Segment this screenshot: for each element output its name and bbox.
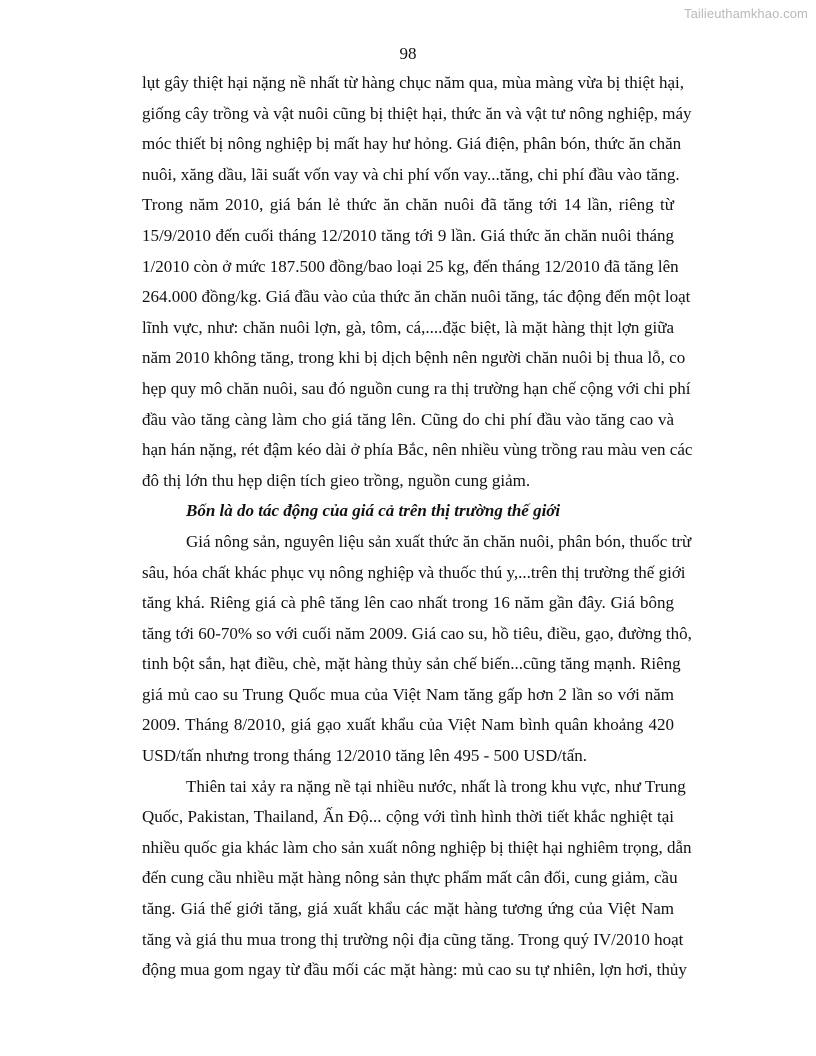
page-number: 98 [399, 44, 417, 63]
text-line: móc thiết bị nông nghiệp bị mất hay hư hỏng. Giá điện, phân bón, thức ăn chăn [142, 134, 682, 154]
text-line: Trong năm 2010, giá bán lẻ thức ăn chăn nuôi đã tăng tới 14 lần, riêng từ [142, 195, 674, 215]
text-line: USD/tấn nhưng trong tháng 12/2010 tăng lên 495 - 500 USD/tấn. [142, 746, 588, 766]
text-line: giống cây trồng và vật nuôi cũng bị thiệt hại, thức ăn và vật tư nông nghiệp, máy [142, 103, 692, 123]
text-line: năm 2010 không tăng, trong khi bị dịch bệnh nên người chăn nuôi bị thua lỗ, co [142, 348, 686, 368]
text-line: tăng tới 60-70% so với cuối năm 2009. Giá cao su, hồ tiêu, điều, gạo, đường thô, [142, 623, 692, 643]
section-heading: Bốn là do tác động của giá cả trên thị trường thế giới [186, 501, 561, 521]
text-line: Giá nông sản, nguyên liệu sản xuất thức ăn chăn nuôi, phân bón, thuốc trừ [186, 531, 692, 551]
text-line: tăng khá. Riêng giá cà phê tăng lên cao nhất trong 16 năm gần đây. Giá bông [142, 593, 674, 613]
text-line: tinh bột sắn, hạt điều, chè, mặt hàng thủy sản chế biến...cũng tăng mạnh. Riêng [142, 654, 681, 674]
paragraph-1 [142, 68, 693, 496]
text-line: 264.000 đồng/kg. Giá đầu vào của thức ăn chăn nuôi tăng, tác động đến một loạt [142, 287, 691, 307]
text-line: nhiều quốc gia khác làm cho sản xuất nông nghiệp bị thiệt hại nghiêm trọng, dẫn [142, 837, 692, 857]
text-line: 15/9/2010 đến cuối tháng 12/2010 tăng tới 9 lần. Giá thức ăn chăn nuôi tháng [142, 225, 674, 245]
text-line: nuôi, xăng dầu, lãi suất vốn vay và chi phí vốn vay...tăng, chi phí đầu vào tăng. [142, 164, 680, 184]
text-line: đầu vào tăng càng làm cho giá tăng lên. Cũng do chi phí đầu vào tăng cao và [142, 409, 674, 429]
paragraph-2 [142, 527, 692, 772]
text-line: hạn hán nặng, rét đậm kéo dài ở phía Bắc, nên nhiều vùng trồng rau màu ven các [142, 440, 693, 460]
document-body [142, 68, 693, 986]
text-line: đô thị lớn thu hẹp diện tích gieo trồng, nguồn cung giảm. [142, 470, 531, 490]
watermark: Tailieuthamkhao.com [683, 6, 808, 21]
text-line: lụt gây thiệt hại nặng nề nhất từ hàng chục năm qua, mùa màng vừa bị thiệt hại, [142, 73, 684, 92]
text-line: Quốc, Pakistan, Thailand, Ấn Độ... cộng với tình hình thời tiết khắc nghiệt tại [142, 807, 674, 827]
text-line: động mua gom ngay từ đầu mối các mặt hàng: mủ cao su tự nhiên, lợn hơi, thủy [142, 960, 687, 980]
text-line: tăng và giá thu mua trong thị trường nội địa cũng tăng. Trong quý IV/2010 hoạt [142, 929, 684, 949]
paragraph-3 [142, 772, 692, 986]
text-line: giá mủ cao su Trung Quốc mua của Việt Nam tăng gấp hơn 2 lần so với năm [142, 684, 674, 704]
text-line: hẹp quy mô chăn nuôi, sau đó nguồn cung ra thị trường hạn chế cộng với chi phí [142, 378, 691, 398]
text-line: 2009. Tháng 8/2010, giá gạo xuất khẩu của Việt Nam bình quân khoảng 420 [142, 715, 674, 735]
text-line: lĩnh vực, như: chăn nuôi lợn, gà, tôm, cá,....đặc biệt, là mặt hàng thịt lợn giữa [142, 317, 674, 337]
text-line: tăng. Giá thế giới tăng, giá xuất khẩu các mặt hàng tương ứng của Việt Nam [142, 899, 674, 919]
text-line: Thiên tai xảy ra nặng nề tại nhiều nước, nhất là trong khu vực, như Trung [186, 776, 686, 796]
text-line: sâu, hóa chất khác phục vụ nông nghiệp và thuốc thú y,...trên thị trường thế giới [142, 562, 686, 582]
text-line: 1/2010 còn ở mức 187.500 đồng/bao loại 25 kg, đến tháng 12/2010 đã tăng lên [142, 256, 679, 276]
text-line: đến cung cầu nhiều mặt hàng nông sản thực phẩm mất cân đối, cung giảm, cầu [142, 868, 678, 888]
